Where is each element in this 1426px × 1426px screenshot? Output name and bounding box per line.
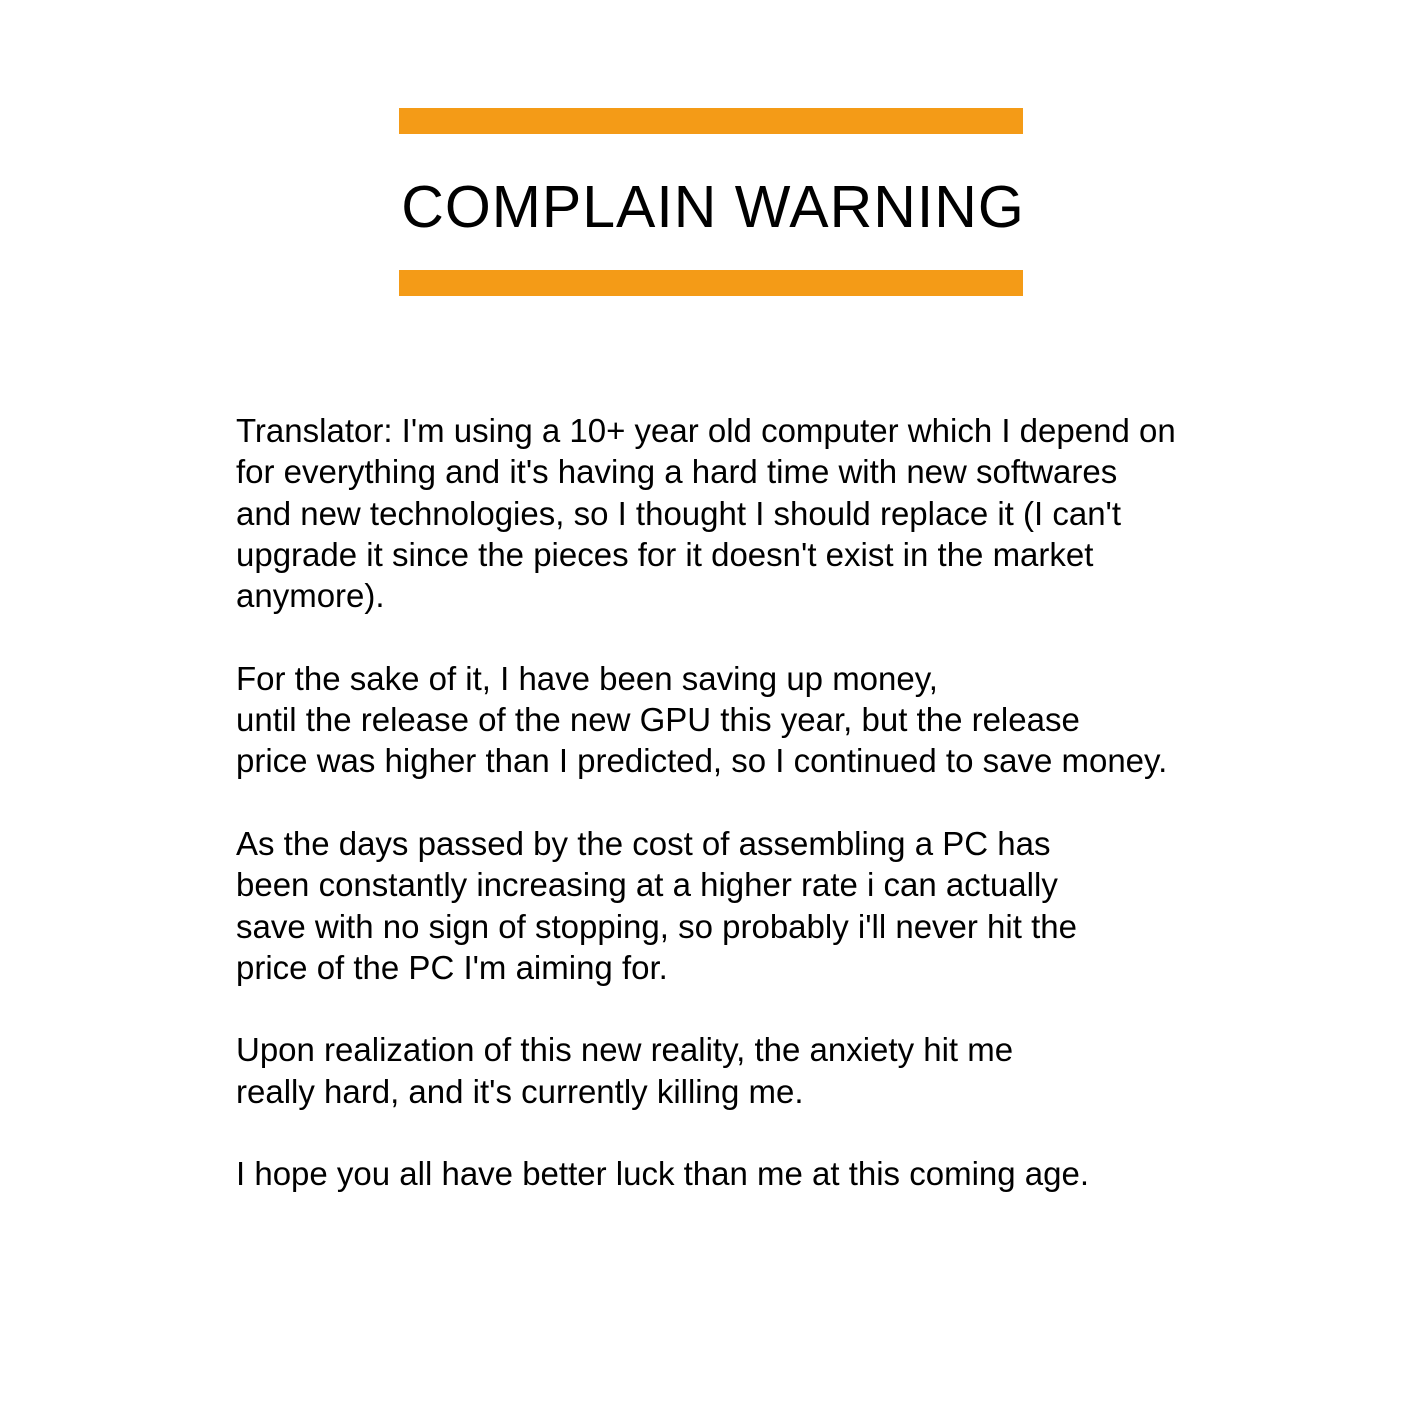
text-line: really hard, and it's currently killing me. [236, 1072, 804, 1110]
paragraph-5 [236, 1153, 1386, 1194]
text-line: Upon realization of this new reality, the anxiety hit me [236, 1031, 1014, 1069]
text-line: price of the PC I'm aiming for. [236, 948, 668, 986]
text-line: and new technologies, so I thought I should replace it (I can't [236, 494, 1122, 532]
paragraph-4 [236, 1029, 1386, 1112]
text-line: Translator: I'm using a 10+ year old computer which I depend on [236, 412, 1176, 449]
text-line: for everything and it's having a hard time with new softwares [236, 453, 1118, 491]
page-title: COMPLAIN WARNING [401, 174, 1025, 240]
paragraph-3 [236, 823, 1386, 988]
text-line: I hope you all have better luck than me at this coming age. [236, 1155, 1090, 1193]
paragraph-1 [236, 410, 1386, 616]
paragraph-2 [236, 658, 1386, 782]
top-accent-bar [399, 108, 1023, 134]
text-line: anymore). [236, 577, 385, 615]
bottom-accent-bar [399, 270, 1023, 296]
text-line: upgrade it since the pieces for it doesn't exist in the market [236, 535, 1094, 573]
text-line: As the days passed by the cost of assembling a PC has [236, 824, 1051, 862]
text-line: For the sake of it, I have been saving up money, [236, 659, 938, 697]
text-line: until the release of the new GPU this year, but the release [236, 701, 1080, 739]
text-line: save with no sign of stopping, so probably i'll never hit the [236, 907, 1077, 945]
message-body [236, 410, 1386, 1236]
text-line: been constantly increasing at a higher rate i can actually [236, 866, 1058, 904]
text-line: price was higher than I predicted, so I continued to save money. [236, 742, 1168, 780]
